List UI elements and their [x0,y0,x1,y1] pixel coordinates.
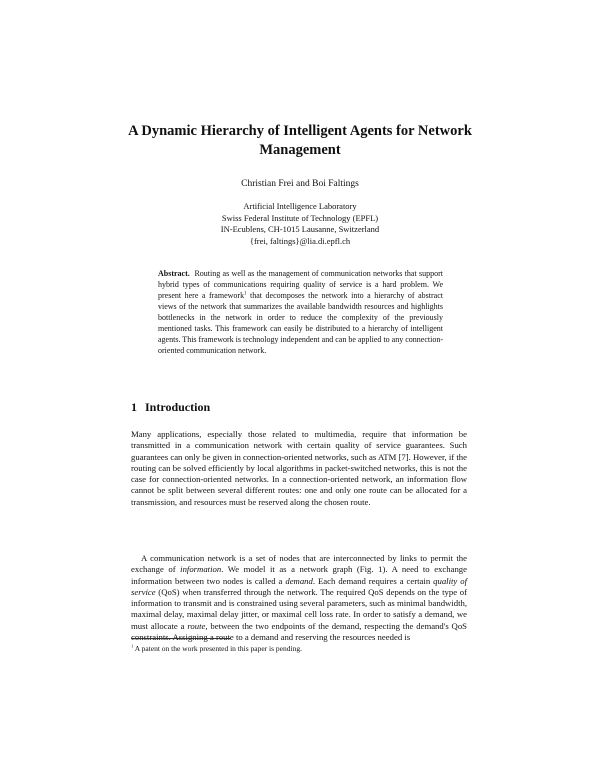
footnote-ref: 1 [244,291,247,297]
text-run: . We model it as a network graph (Fig. 1). A need to exchange information between two nodes is called a [131,564,467,586]
emphasis: quality of service [131,575,467,597]
abstract-label: Abstract. [158,269,190,278]
emphasis: demand [285,575,313,586]
affiliation-line: Artificial Intelligence Laboratory [243,201,357,211]
abstract-text: Routing as well as the management of communication networks that support hybrid types of communications requiring quality of service is a hard problem. We present here a framework [158,269,443,300]
text-run: A communication network is a set of nodes that are interconnected by links to permit the exchange of [131,553,467,575]
text-run: . Each demand requires a certain [312,575,434,586]
abstract-text-cont: that decomposes the network into a hierarchy of abstract views of the network that summarizes the available bandwidth resources and highlights bottlenecks in the network in order to reduce the complexity of the previously mentioned tasks. This framework can easily be distributed to a hierarchy of intelligent agents. This framework is technology independent and can be applied to any connection-oriented communication network. [158,291,443,355]
emphasis: information [180,564,222,575]
emphasis: route [187,620,206,631]
affiliation-line: Swiss Federal Institute of Technology (EPFL) [221,212,379,223]
affiliation [100,201,500,247]
authors: Christian Frei and Boi Faltings [241,179,359,189]
text-run: , between the two endpoints of the demand, respecting the demand's QoS constraints. Assigning a route to a demand and reserving the resources needed is [131,620,467,643]
footnote-rule [131,638,231,639]
paper-title: A Dynamic Hierarchy of Intelligent Agents for Network Management [128,123,472,158]
section-heading [131,400,210,415]
section-title: Introduction [145,400,211,414]
email: {frei, faltings}@lia.di.epfl.ch [249,235,351,246]
footnote-text: A patent on the work presented in this paper is pending. [133,644,302,653]
footnote [131,644,302,653]
affiliation-line: IN-Ecublens, CH-1015 Lausanne, Switzerland [220,224,380,234]
abstract [158,268,443,356]
section-number: 1 [131,400,137,414]
footnote-mark: 1 [131,643,134,649]
paragraph [131,553,467,643]
text-run: (QoS) when transferred through the network. The required QoS depends on the type of information to transmit and is constrained using several parameters, such as minimal bandwidth, maximal delay, maximal delay jitter, or maximal cell loss rate. In order to satisfy a demand, we must allocate a [131,586,467,631]
paragraph: Many applications, especially those related to multimedia, require that information be transmitted in a communication network with certain quality of service guarantees. Such guarantees can only be given in connection-oriented networks, such as ATM [7]. However, if the routing can be solved efficiently by local algorithms in packet-switched networks, this is not the case for connection-oriented networks. In a connection-oriented network, an information flow cannot be split between several different routes: one and only one route can be allocated for a transmission, and resources must be reserved along the chosen route. [131,429,467,507]
